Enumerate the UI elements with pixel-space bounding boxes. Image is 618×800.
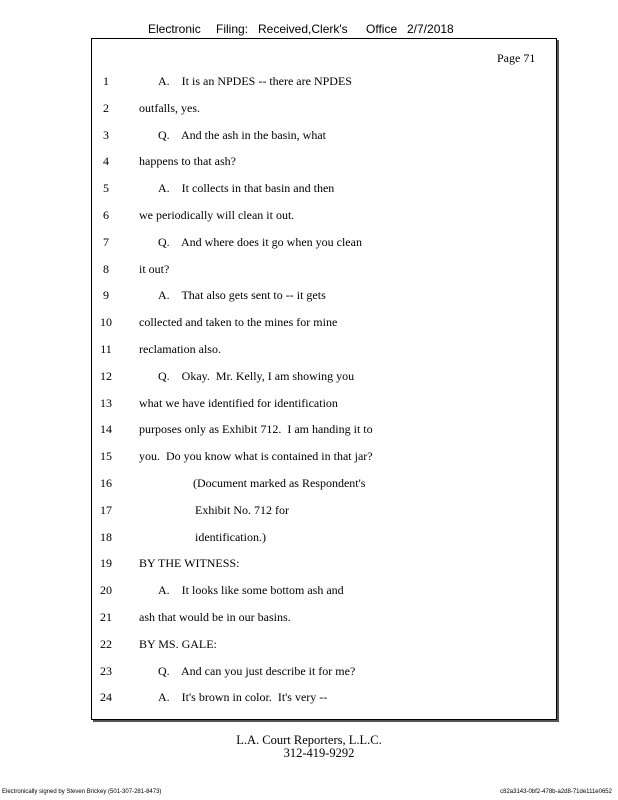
line-text: identification.) <box>195 529 266 544</box>
transcript-line <box>0 181 618 197</box>
transcript-line <box>0 583 618 599</box>
line-text: you. Do you know what is contained in that jar? <box>139 449 373 464</box>
transcript-line <box>0 610 618 626</box>
line-text: Q. And where does it go when you clean <box>158 234 362 249</box>
transcript-line <box>0 530 618 546</box>
transcript-line <box>0 449 618 465</box>
line-number: 19 <box>100 556 112 571</box>
line-number: 2 <box>103 100 109 115</box>
transcript-line <box>0 101 618 117</box>
line-text: outfalls, yes. <box>139 100 200 115</box>
transcript-line <box>0 342 618 358</box>
line-number: 23 <box>100 663 112 678</box>
transcript-line <box>0 503 618 519</box>
line-number: 13 <box>100 395 112 410</box>
line-text: happens to that ash? <box>139 154 236 169</box>
line-text: purposes only as Exhibit 712. I am handing it to <box>139 422 373 437</box>
page-number: Page 71 <box>497 51 536 65</box>
line-number: 15 <box>100 449 112 464</box>
header-word-office: Office <box>366 22 398 36</box>
line-text: we periodically will clean it out. <box>139 208 295 222</box>
line-text: Exhibit No. 712 for <box>195 502 289 517</box>
line-number: 14 <box>100 422 112 437</box>
line-number: 12 <box>100 368 112 383</box>
transcript-line <box>0 369 618 385</box>
transcript-line <box>0 315 618 331</box>
header-word-date: 2/7/2018 <box>407 22 454 36</box>
line-number: 9 <box>103 288 109 303</box>
line-number: 6 <box>103 208 109 222</box>
line-text: reclamation also. <box>139 342 221 356</box>
line-text: A. It is an NPDES -- there are NPDES <box>158 74 352 88</box>
line-text: collected and taken to the mines for mine <box>139 315 338 330</box>
transcript-line <box>0 208 618 224</box>
line-number: 11 <box>100 342 112 356</box>
transcript-line <box>0 422 618 438</box>
transcript-line <box>0 154 618 170</box>
line-text: BY THE WITNESS: <box>139 556 240 571</box>
line-text: A. It looks like some bottom ash and <box>158 583 344 598</box>
line-text: Q. And can you just describe it for me? <box>158 663 356 678</box>
line-number: 10 <box>100 315 112 330</box>
header-word-filing: Filing: <box>216 22 249 36</box>
line-text: A. That also gets sent to -- it gets <box>158 288 326 303</box>
transcript-line <box>0 637 618 653</box>
line-number: 5 <box>103 181 109 196</box>
footer-phone: 312-419-9292 <box>283 746 355 760</box>
line-number: 22 <box>100 636 112 651</box>
line-text: ash that would be in our basins. <box>139 610 291 624</box>
transcript-line <box>0 288 618 304</box>
transcript-line <box>0 556 618 572</box>
transcript-line <box>0 690 618 706</box>
line-number: 4 <box>103 154 109 169</box>
transcript-line <box>0 476 618 492</box>
header-word-received: Received,Clerk's <box>258 22 348 36</box>
transcript-line <box>0 235 618 251</box>
line-number: 21 <box>100 610 112 624</box>
transcript-line <box>0 664 618 680</box>
line-number: 16 <box>100 476 112 490</box>
line-text: Q. Okay. Mr. Kelly, I am showing you <box>158 368 355 383</box>
line-number: 20 <box>100 583 112 598</box>
line-number: 1 <box>103 74 109 88</box>
signature-left: Electronically signed by Steven Brickey (501-307-281-8473) <box>2 789 162 795</box>
line-text: BY MS. GALE: <box>139 636 217 651</box>
line-number: 24 <box>100 690 112 705</box>
line-number: 7 <box>103 234 109 249</box>
line-text: it out? <box>139 261 170 276</box>
line-number: 8 <box>103 261 109 276</box>
signature-right: c82a3143-0bf2-478b-a2d8-71de111e0652 <box>500 789 612 795</box>
footer-company: L.A. Court Reporters, L.L.C. <box>236 733 382 747</box>
transcript-line <box>0 262 618 278</box>
line-number: 3 <box>103 127 109 142</box>
transcript-line <box>0 128 618 144</box>
line-number: 17 <box>100 502 112 517</box>
line-text: A. It's brown in color. It's very -- <box>158 690 328 705</box>
line-text: (Document marked as Respondent's <box>193 476 366 490</box>
filing-header <box>148 22 478 36</box>
transcript-line <box>0 396 618 412</box>
transcript-line <box>0 74 618 90</box>
line-text: Q. And the ash in the basin, what <box>158 127 326 142</box>
header-word-electronic: Electronic <box>148 22 201 36</box>
line-text: A. It collects in that basin and then <box>158 181 335 196</box>
line-text: what we have identified for identification <box>139 395 338 410</box>
line-number: 18 <box>100 529 112 544</box>
